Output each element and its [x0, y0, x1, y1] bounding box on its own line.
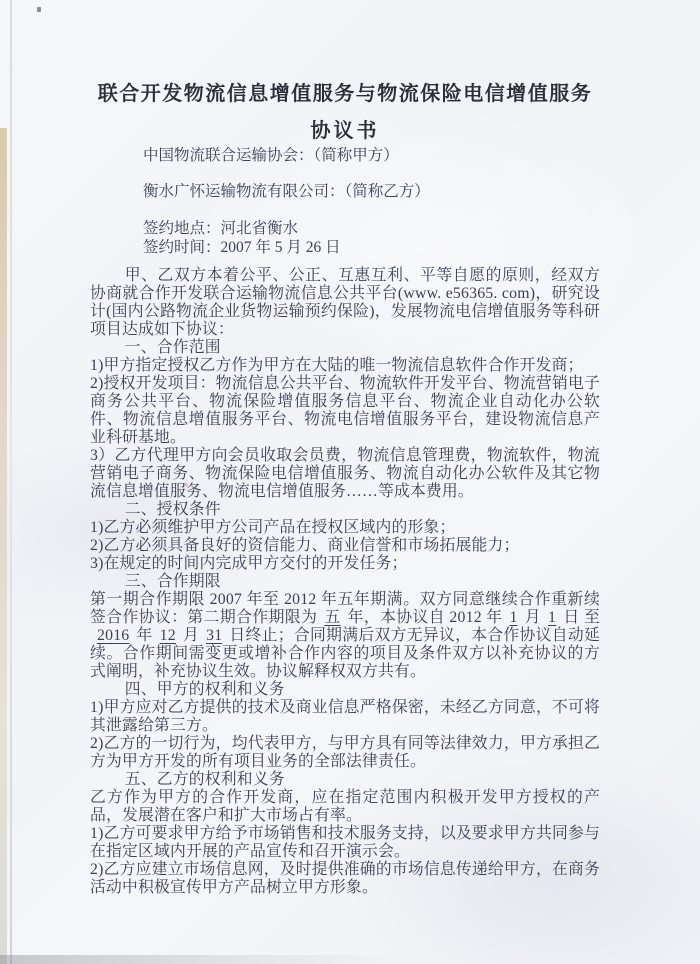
text-segment: 年 [136, 627, 153, 644]
body-paragraph [90, 357, 600, 375]
text-segment: 1)甲方指定授权乙方作为甲方在大陆的唯一物流信息软件合作开发商； [90, 357, 584, 374]
filled-blank: 12 [159, 627, 176, 644]
body-paragraph [90, 699, 600, 735]
text-segment: 1)甲方应对乙方提供的技术及商业信息严格保密，未经乙方同意，不可将其泄露给第三方。 [90, 699, 600, 734]
text-segment: 乙方作为甲方的合作开发商，应在指定范围内积极开发甲方授权的产品，发展潜在客户和扩大市场占有率。 [90, 789, 600, 824]
party-a-line: 中国物流联合运输协会：（简称甲方） [143, 147, 399, 164]
text-segment: 月 [182, 627, 200, 644]
text-segment: 1)乙方可要求甲方给予市场销售和技术服务支持，以及要求甲方共同参与在指定区域内开展的产品宣传和召开演示会。 [90, 825, 600, 860]
sections-container [90, 339, 600, 897]
sign-date-line: 签约时间：2007 年 5 月 26 日 [143, 239, 341, 256]
doc-body [90, 267, 600, 897]
text-segment: 月 [524, 609, 542, 626]
doc-title-line2: 协议书 [310, 120, 380, 142]
section-heading: 二、授权条件 [124, 501, 221, 518]
filled-blank: 1 [548, 609, 557, 626]
text-segment: 3）乙方代理甲方向会员收取会员费，物流信息管理费，物流软件，物流营销电子商务、物流保险电信增值服务、物流自动化办公软件及其它物流信息增值服务、物流电信增值服务……等成本费用。 [90, 447, 600, 500]
body-paragraph [90, 825, 600, 861]
text-segment: 2)乙方应建立市场信息网，及时提供准确的市场信息传递给甲方，在商务活动中积极宣传甲方产品树立甲方形象。 [90, 861, 600, 896]
body-paragraph [90, 375, 600, 447]
text-segment: 日 至 [563, 609, 601, 626]
paper-bottom-shadow [0, 955, 406, 964]
text-segment: 年，本协议自 2012 年 [347, 609, 503, 626]
doc-title-line1: 联合开发物流信息增值服务与物流保险电信增值服务 [97, 83, 593, 105]
doc-meta [143, 147, 600, 257]
section-heading: 五、乙方的权利和义务 [124, 771, 285, 788]
filled-blank: 2016 [97, 627, 130, 644]
body-paragraph [90, 861, 600, 897]
section-heading: 四、甲方的权利和义务 [124, 681, 285, 698]
body-paragraph [90, 591, 600, 681]
body-paragraph [90, 519, 600, 537]
section-heading: 一、合作范围 [124, 339, 221, 356]
text-segment: 2)乙方的一切行为，均代表甲方，与甲方具有同等法律效力，甲方承担乙方为甲方开发的所有项目业务的全部法律责任。 [90, 735, 600, 770]
body-paragraph [90, 735, 600, 771]
body-paragraph [90, 789, 600, 825]
body-paragraph [90, 537, 600, 555]
filled-blank: 31 [206, 627, 223, 644]
text-segment: 日终止；合同期满后双方无异议，本合作协议自动延续。合作期间需变更或增补合作内容的项目及条件双方以补充协议的方式阐明，补充协议生效。协议解释权双方共有。 [90, 627, 601, 680]
section-heading: 三、合作期限 [124, 573, 221, 590]
body-paragraph [90, 447, 600, 501]
party-b-line: 衡水广怀运输物流有限公司：（简称乙方） [143, 183, 430, 200]
text-segment: 2)乙方必须具备良好的资信能力、商业信誉和市场拓展能力； [90, 537, 520, 554]
intro-paragraph: 甲、乙双方本着公平、公正、互惠互利、平等自愿的原则，经双方协商就合作开发联合运输物流信息公共平台(www. e56365. com)，研究设计(国内公路物流企业货物运输预约保险)，发展物流电信增值服务等科研项目达成如下协议： [90, 267, 600, 338]
filled-blank: 1 [509, 609, 518, 626]
text-segment: 第一期合作期限 2007 年至 2012 年五年期满。双方同意继续合作重新续签合作协议：第二期合作期限为 [90, 591, 600, 626]
sign-place-line: 签约地点：河北省衡水 [143, 220, 299, 237]
text-segment: 3)在规定的时间内完成甲方交付的开发任务； [90, 555, 408, 572]
filled-blank: 五 [324, 609, 341, 626]
text-segment: 1)乙方必须维护甲方公司产品在授权区域内的形象； [90, 519, 456, 536]
text-segment: 2)授权开发项目：物流信息公共平台、物流软件开发平台、物流营销电子商务公共平台、物流保险增值服务信息平台、物流企业自动化办公软件、物流信息增值服务平台、物流电信增值服务平台，建设物流信息产业科研基地。 [90, 375, 600, 446]
body-paragraph [90, 555, 600, 573]
